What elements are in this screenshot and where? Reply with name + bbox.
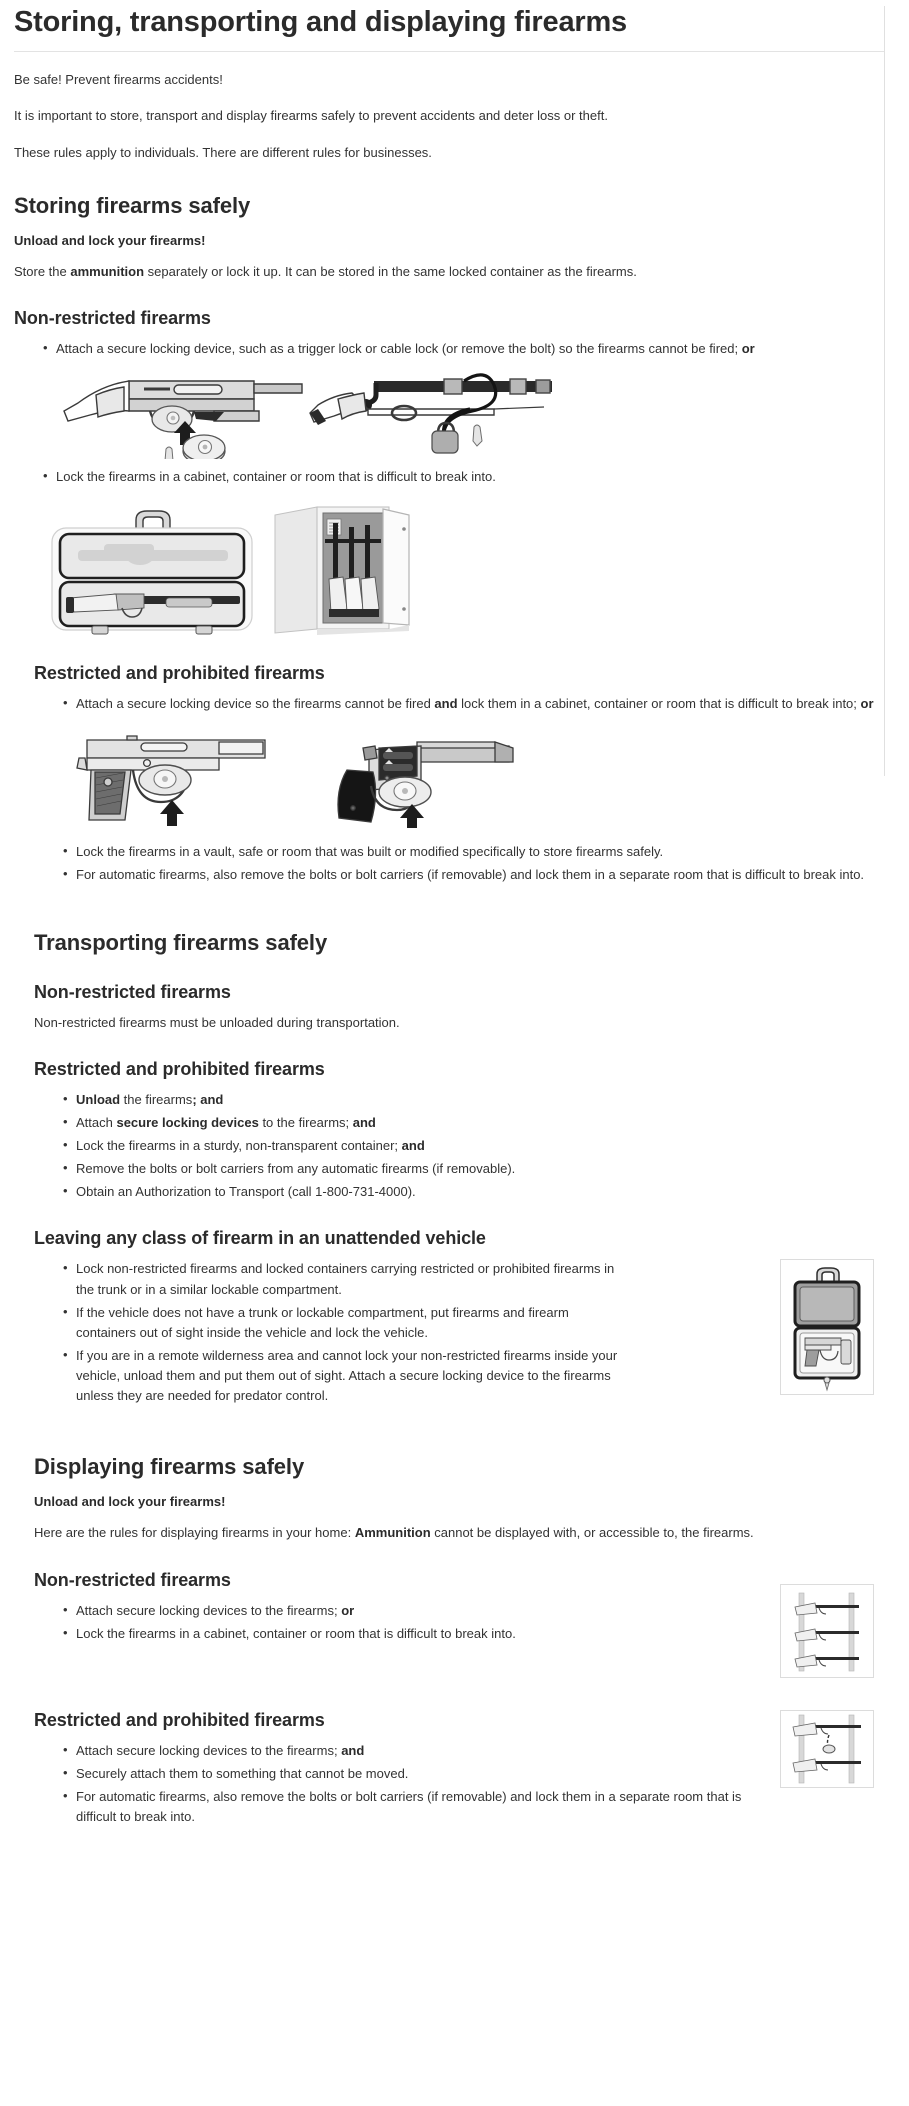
section-heading-transporting: Transporting firearms safely	[34, 929, 328, 955]
storing-restricted-list-2	[14, 842, 884, 885]
figure-rifle-cable-lock	[304, 369, 554, 459]
figure-group-storage-containers	[14, 497, 884, 637]
bullet-bold-mid: secure locking devices	[116, 1114, 259, 1130]
transporting-non-restricted-text: Non-restricted firearms must be unloaded during transportation.	[34, 1014, 400, 1030]
scroll-rail[interactable]	[884, 6, 885, 776]
subheading-storing-non-restricted: Non-restricted firearms	[14, 307, 211, 328]
displaying-restricted-list	[14, 1741, 884, 1828]
document-page	[0, 6, 909, 2106]
storing-ammo-bold: ammunition	[70, 263, 145, 279]
figure-group-locking-devices	[14, 369, 884, 459]
title-divider	[14, 51, 884, 52]
storing-non-restricted-list	[14, 339, 884, 359]
bullet-bold-lead: Unload	[76, 1091, 121, 1107]
figure-gun-rack-display	[780, 1584, 874, 1678]
list-item	[76, 1741, 884, 1761]
figure-gun-cabinet	[269, 497, 419, 637]
storing-ammunition-note	[14, 262, 884, 282]
storing-non-restricted-list-2	[14, 467, 884, 487]
list-item: • If the vehicle does not have a trunk or lockable compartment, put firearms and firearm containers out of sight inside the vehicle and lock the vehicle.	[76, 1303, 624, 1343]
bullet-bold-tail: ; and	[192, 1091, 224, 1107]
transporting-restricted-list	[14, 1090, 884, 1203]
list-item	[76, 1113, 884, 1133]
list-item	[56, 339, 884, 359]
list-item: • Lock the firearms in a vault, safe or room that was built or modified specifically to store firearms safely.	[76, 842, 884, 862]
intro-line-3: These rules apply to individuals. There are different rules for businesses.	[14, 144, 432, 160]
bullet-bold-tail: and	[401, 1138, 425, 1154]
subheading-storing-restricted: Restricted and prohibited firearms	[34, 663, 325, 684]
subheading-displaying-non-restricted: Non-restricted firearms	[34, 1569, 231, 1590]
section-heading-storing: Storing firearms safely	[14, 192, 251, 218]
subheading-transporting-non-restricted: Non-restricted firearms	[34, 981, 231, 1002]
intro-line-1: Be safe! Prevent firearms accidents!	[14, 72, 223, 88]
bullet-text: Lock the firearms in a sturdy, non-transparent container;	[76, 1138, 402, 1154]
list-item: • Lock the firearms in a cabinet, container or room that is difficult to break into.	[56, 467, 884, 487]
bullet-text-2: to the firearms;	[258, 1114, 353, 1130]
bullet-text-a: Attach a secure locking device so the firearms cannot be fired	[76, 696, 435, 712]
bullet-text: Attach	[76, 1114, 117, 1130]
list-item	[76, 1601, 634, 1621]
subheading-displaying-restricted: Restricted and prohibited firearms	[34, 1709, 325, 1730]
storing-lead: Unload and lock your firearms!	[14, 232, 206, 248]
bullet-bold: or	[741, 340, 755, 356]
list-item	[76, 694, 884, 714]
unattended-vehicle-list	[14, 1259, 884, 1406]
list-item: • Lock non-restricted firearms and locked containers carrying restricted or prohibited firearms in the trunk or in a similar lockable compartment.	[76, 1259, 624, 1299]
list-item: • For automatic firearms, also remove the bolts or bolt carriers (if removable) and lock them in a separate room that is difficult to break into.	[76, 865, 884, 885]
storing-ammo-suffix: separately or lock it up. It can be stored in the same locked container as the firearms.	[144, 263, 637, 279]
bullet-text: Attach secure locking devices to the firearms;	[76, 1602, 342, 1618]
page-title: Storing, transporting and displaying firearms	[14, 6, 627, 38]
storing-ammo-prefix: Store the	[14, 263, 71, 279]
subheading-unattended-vehicle: Leaving any class of firearm in an unattended vehicle	[34, 1228, 486, 1249]
figure-group-handguns	[14, 724, 884, 834]
figure-rifle-hard-case	[44, 502, 259, 637]
subheading-transporting-restricted: Restricted and prohibited firearms	[34, 1058, 325, 1079]
bullet-bold-or: or	[860, 696, 874, 712]
list-item: • Securely attach them to something that cannot be moved.	[76, 1764, 884, 1784]
list-item: • For automatic firearms, also remove the bolts or bolt carriers (if removable) and lock them in a separate room that is difficult to break into.	[76, 1787, 884, 1827]
bullet-bold-and: and	[434, 696, 458, 712]
storing-restricted-list-1	[14, 694, 884, 714]
bullet-bold: and	[341, 1742, 365, 1758]
section-heading-displaying: Displaying firearms safely	[34, 1454, 305, 1480]
displaying-ammo-suffix: cannot be displayed with, or accessible to, the firearms.	[430, 1525, 754, 1541]
bullet-text: Attach secure locking devices to the firearms;	[76, 1742, 342, 1758]
displaying-non-restricted-list	[14, 1601, 884, 1644]
list-item	[76, 1090, 884, 1110]
bullet-bold: or	[341, 1602, 355, 1618]
bullet-text-b: lock them in a cabinet, container or room that is difficult to break into;	[457, 696, 861, 712]
figure-revolver-trigger-lock	[309, 724, 519, 834]
figure-pistol-locked-case	[780, 1259, 874, 1395]
displaying-lead: Unload and lock your firearms!	[34, 1494, 226, 1510]
list-item: • If you are in a remote wilderness area and cannot lock your non-restricted firearms inside your vehicle, unload them and put them out of sight. Attach a secure locking device to the firearms unless they are needed for predator control.	[76, 1346, 624, 1406]
displaying-ammo-prefix: Here are the rules for displaying firearms in your home:	[34, 1525, 355, 1541]
bullet-bold-tail: and	[352, 1114, 376, 1130]
bullet-text: the firearms	[120, 1091, 193, 1107]
intro-line-2: It is important to store, transport and display firearms safely to prevent accidents and deter loss or theft.	[14, 108, 608, 124]
bullet-text: Attach a secure locking device, such as a trigger lock or cable lock (or remove the bolt) so the firearms cannot be fired;	[56, 340, 742, 356]
list-item	[76, 1136, 884, 1156]
figure-pistol-trigger-lock	[69, 724, 279, 834]
figure-shotgun-trigger-lock	[54, 369, 304, 459]
list-item: • Remove the bolts or bolt carriers from any automatic firearms (if removable).	[76, 1159, 884, 1179]
list-item: • Lock the firearms in a cabinet, container or room that is difficult to break into.	[76, 1624, 634, 1644]
list-item: • Obtain an Authorization to Transport (call 1-800-731-4000).	[76, 1182, 884, 1202]
displaying-ammunition-note	[34, 1523, 884, 1543]
displaying-ammo-bold: Ammunition	[354, 1525, 431, 1541]
